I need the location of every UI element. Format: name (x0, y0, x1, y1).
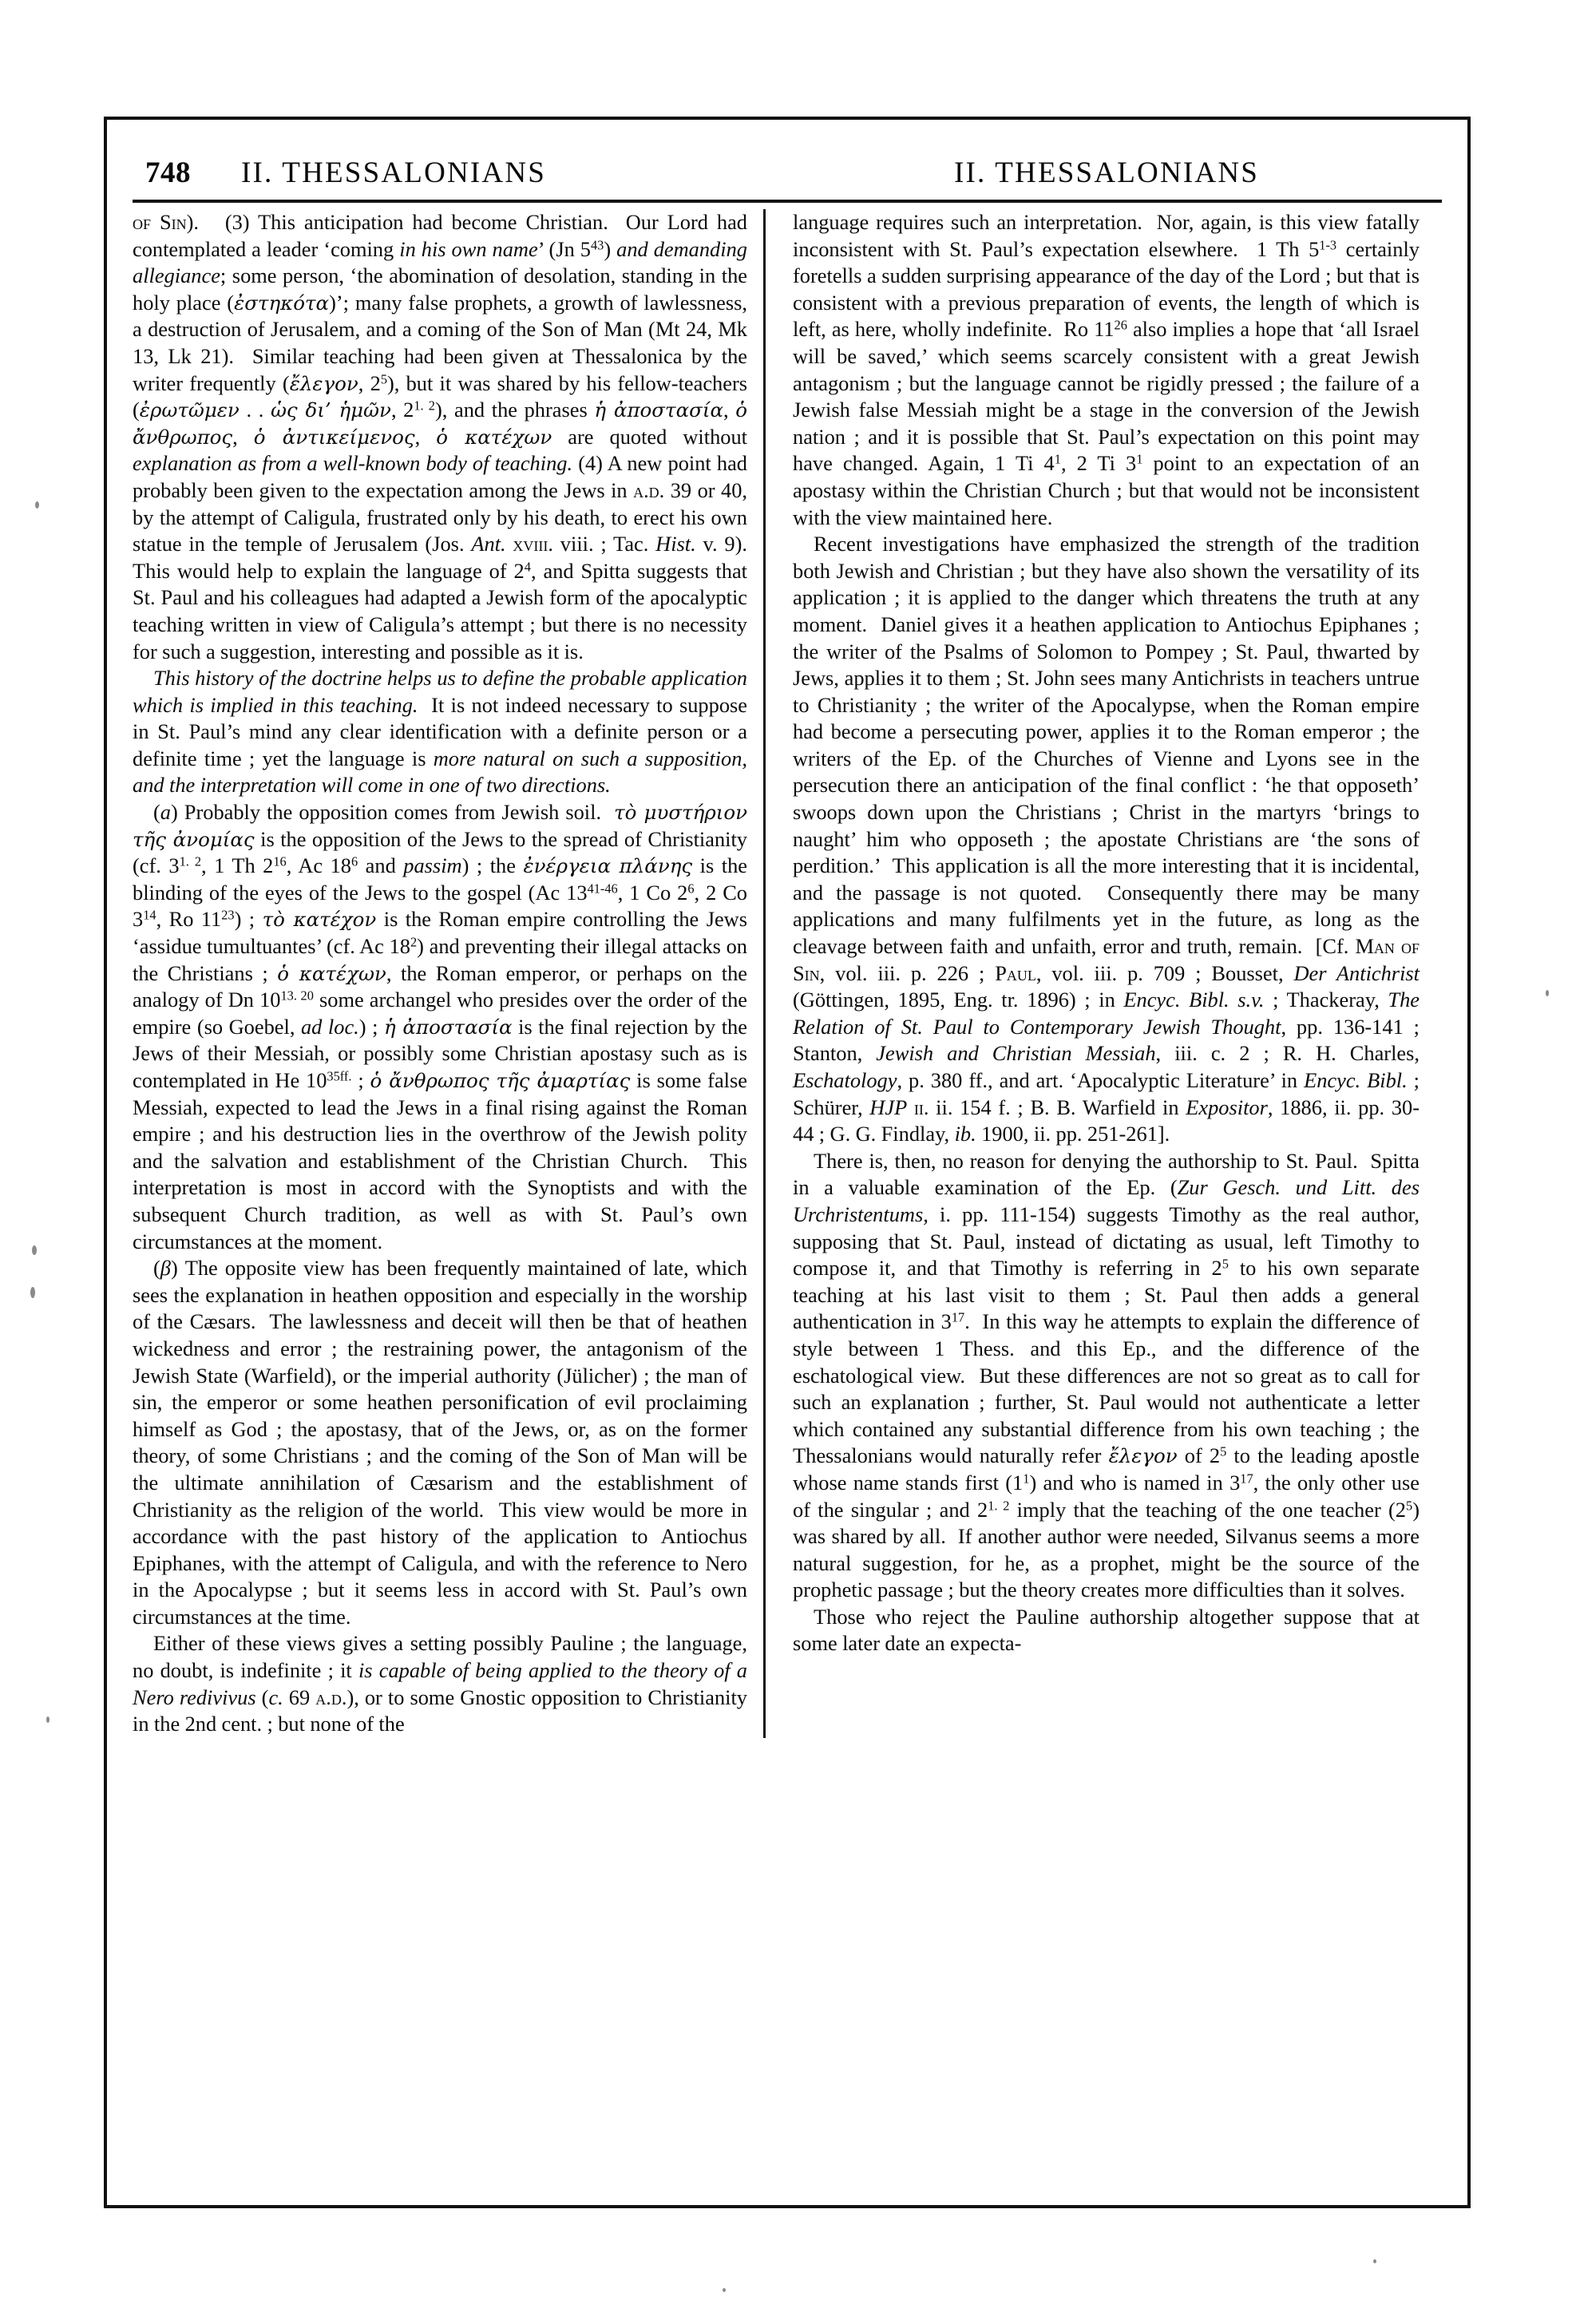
paragraph: There is, then, no reason for denying the authorship to St. Paul. Spitta in a valuable examination of the Ep. (Zur Gesch. und Litt. des Urchristentums, i. pp. 111-154) suggests Timothy as the real author, supposing that St. Paul, instead of dictating as usual, left Timothy to compose it, and that Timothy is referring in $2^5$ to his own separate teaching at his last visit to them ; St. Paul then adds a general authentication in $3^{17}$. In this way he attempts to explain the difference of style between 1 Thess. and this Ep., and the difference of the eschatological view. But these differences are not so great as to call for such an explanation ; further, St. Paul would not authenticate a letter which contained any substantial difference from his own teaching ; the Thessalonians would naturally refer ἔλεγον of $2^5$ to the leading apostle whose name stands first $(1^1)$ and who is named in $3^{17}$, the only other use of the singular ; and $2^{1. 2}$ imply that the teaching of the one teacher $(2^5)$ was shared by all. If another author were needed, Silvanus seems a more natural suggestion, for he, as a prophet, might be the source of the prophetic passage ; but the theory creates more difficulties than it solves. (793, 1148, 1420, 1602)
body-columns (133, 209, 1447, 1738)
paragraph: Recent investigations have emphasized the strength of the tradition both Jewish and Christian ; but they have also shown the versatility of its application ; it is applied to the danger which threatens the truth at any moment. Daniel gives it a heathen application to Antiochus Epiphanes ; the writer of the Psalms of Solomon to Pompey ; St. Paul, thwarted by Jews, applies it to them ; St. John sees many Antichrists in teachers untrue to Christianity ; the writer of the Apocalypse, when the Roman empire had become a persecuting power, applies it to the Roman emperor ; the writers of the Ep. of the Churches of Vienne and Lyons see in the persecution there an anticipation of the final conflict : ‘he that opposeth’ swoops down upon the Christians ; Christ in the martyrs ‘brings to naught’ him who opposeth ; the apostate Christians are ‘the sons of perdition.’ This application is all the more interesting that it is incidental, and the passage is not quoted. Consequently there may be many applications and many fulfilments yet in the future, as long as the cleavage between faith and unfaith, error and truth, remain. [Cf. Man of Sin, vol. iii. p. 226 ; Paul, vol. iii. p. 709 ; Bousset, Der Antichrist (Göttingen, 1895, Eng. tr. 1896) ; in Encyc. Bibl. s.v. ; Thackeray, The Relation of St. Paul to Contemporary Jewish Thought, pp. 136-141 ; Stanton, Jewish and Christian Messiah, iii. c. 2 ; R. H. Charles, Eschatology, p. 380 ff., and art. ‘Apocalyptic Literature’ in Encyc. Bibl. ; Schürer, HJP ii. ii. 154 f. ; B. B. Warfield in Expositor, 1886, ii. pp. 30-44 ; G. G. Findlay, ib. 1900, ii. pp. 251-261]. (793, 532, 1420, 1146)
paragraph: (a) Probably the opposition comes from Jewish soil. τὸ μυστήριον τῆς ἀνομίας is the opposition of the Jews to the spread of Christianity (cf. $3^{1. 2}$, 1 Th $2^{16}$, Ac $18^6$ and passim) ; the ἐνέργεια πλάνης is the blinding of the eyes of the Jews to the gospel (Ac 13$^{41-46}$, 1 Co $2^6$, 2 Co $3^{14}$, Ro $11^{23}$) ; τὸ κατέχον is the Roman empire controlling the Jews ‘assidue tumultuantes’ (cf. Ac $18^2$) and preventing their illegal attacks on the Christians ; ὁ κατέχων, the Roman emperor, or perhaps on the analogy of Dn $10^{13. 20}$ some archangel who presides over the order of the empire (so Goebel, ad loc.) ; ἡ ἀποστασία is the final rejection by the Jews of their Messiah, or possibly some Christian apostasy such as is contemplated in He $10^{35ff.}$ ; ὁ ἄνθρωπος τῆς ἀμαρτίας is some false Messiah, expected to lead the Jews in a final rising against the Roman empire ; and his destruction lies in the overthrow of the Jewish polity and the salvation and establishment of the Christian Church. This interpretation is most in accord with the Synoptists and with the subsequent Church tradition, as well as with St. Paul’s own circumstances at the moment. (133, 800, 748, 1253)
paragraph: language requires such an interpretation. Nor, again, is this view fatally inconsistent with St. Paul’s expectation elsewhere. 1 Th 5$^{1-3}$ certainly foretells a sudden surprising appearance of the day of the Lord ; but that is consistent with a previous preparation of events, the length of which is left, as here, wholly indefinite. Ro $11^{26}$ also implies a hope that ‘all Israel will be saved,’ which seems scarcely consistent with a great Jewish antagonism ; but the language cannot be rigidly pressed ; the failure of a Jewish false Messiah might be a stage in the conversion of the Jewish nation ; and it is possible that St. Paul’s expectation on this point may have changed. Again, 1 Ti $4^1$, 2 Ti $3^1$ point to an expectation of an apostasy within the Christian Church ; but that would not be inconsistent with the view maintained here. (793, 210, 1420, 529)
running-head-title-left: II. THESSALONIANS (241, 156, 547, 189)
running-head-title-right: II. THESSALONIANS (953, 156, 1260, 189)
paragraph: of Sin). (3) This anticipation had become Christian. Our Lord had contemplated a leader ‘coming in his own name’ (Jn $5^{43}$) and demanding allegiance; some person, ‘the abomination of desolation, standing in the holy place (ἐστηκότα)’; many false prophets, a growth of lawlessness, a destruction of Jerusalem, and a coming of the Son of Man (Mt 24, Mk 13, Lk 21). Similar teaching had been given at Thessalonica by the writer frequently (ἔλεγον, $2^5$), but it was shared by his fellow-teachers (ἐρωτῶμεν . . ὡς δι’ ἡμῶν, $2^{1. 2}$), and the phrases ἡ ἀποστασία, ὁ ἄνθρωπος, ὁ ἀντικείμενος, ὁ κατέχων are quoted without explanation as from a well-known body of teaching. (4) A new point had probably been given to the expectation among the Jews in a.d. 39 or 40, by the attempt of Caligula, frustrated only by his death, to erect his own statue in the temple of Jerusalem (Jos. Ant. xviii. viii. ; Tac. Hist. v. 9). This would help to explain the language of $2^4$, and Spitta suggests that St. Paul and his colleagues had adapted a Jewish form of the apocalyptic teaching written in view of Caligula’s attempt ; but there is no necessity for such a suggestion, interesting and possible as it is. (133, 210, 748, 663)
text-column-left (133, 209, 763, 1738)
paragraph: Either of these views gives a setting possibly Pauline ; the language, no doubt, is indefinite ; it is capable of being applied to the theory of a Nero redivivus (c. 69 a.d.), or to some Gnostic opposition to Christianity in the 2nd cent. ; but none of the (133, 1631, 748, 1736)
paragraph: This history of the doctrine helps us to define the probable application which is implied in this teaching. It is not indeed necessary to suppose in St. Paul’s mind any clear identification with a definite person or a definite time ; yet the language is more natural on such a supposition, and the interpretation will come in one of two directions. (133, 666, 748, 798)
running-head-right (750, 156, 1463, 190)
scan-speck (46, 1716, 49, 1723)
scan-speck (35, 501, 39, 509)
scan-speck (723, 2288, 726, 2292)
paragraph: Those who reject the Pauline authorship altogether suppose that at some later date an expecta- (793, 1604, 1420, 1656)
scan-speck (30, 1287, 35, 1298)
running-head-left (112, 156, 750, 190)
text-column-right (763, 209, 1420, 1738)
running-head (112, 134, 1463, 190)
scan-speck (32, 1245, 37, 1255)
paragraph: (β) The opposite view has been frequently maintained of late, which sees the explanation in heathen opposition and especially in the worship of the Cæsars. The lawlessness and deceit will then be that of heathen wickedness and error ; the restraining power, the antagonism of the Jewish State (Warfield), or the imperial authority (Jülicher) ; the man of sin, the emperor or some heathen personification of evil proclaiming himself as God ; the apostasy, that of the Jews, or, as on the former theory, of some Christians ; and the coming of the Son of Man will be the ultimate annihilation of Cæsarism and the establishment of Christianity as the religion of the world. This view would be more in accordance with the past history of the application to Antiochus Epiphanes, with the attempt of Caligula, and with the reference to Nero in the Apocalypse ; but it seems less in accord with St. Paul’s own circumstances at the time. (133, 1256, 747, 1629)
header-rule (133, 200, 1442, 203)
scan-speck (1373, 2259, 1376, 2263)
page-number: 748 (145, 156, 191, 189)
scan-speck (1546, 990, 1549, 996)
